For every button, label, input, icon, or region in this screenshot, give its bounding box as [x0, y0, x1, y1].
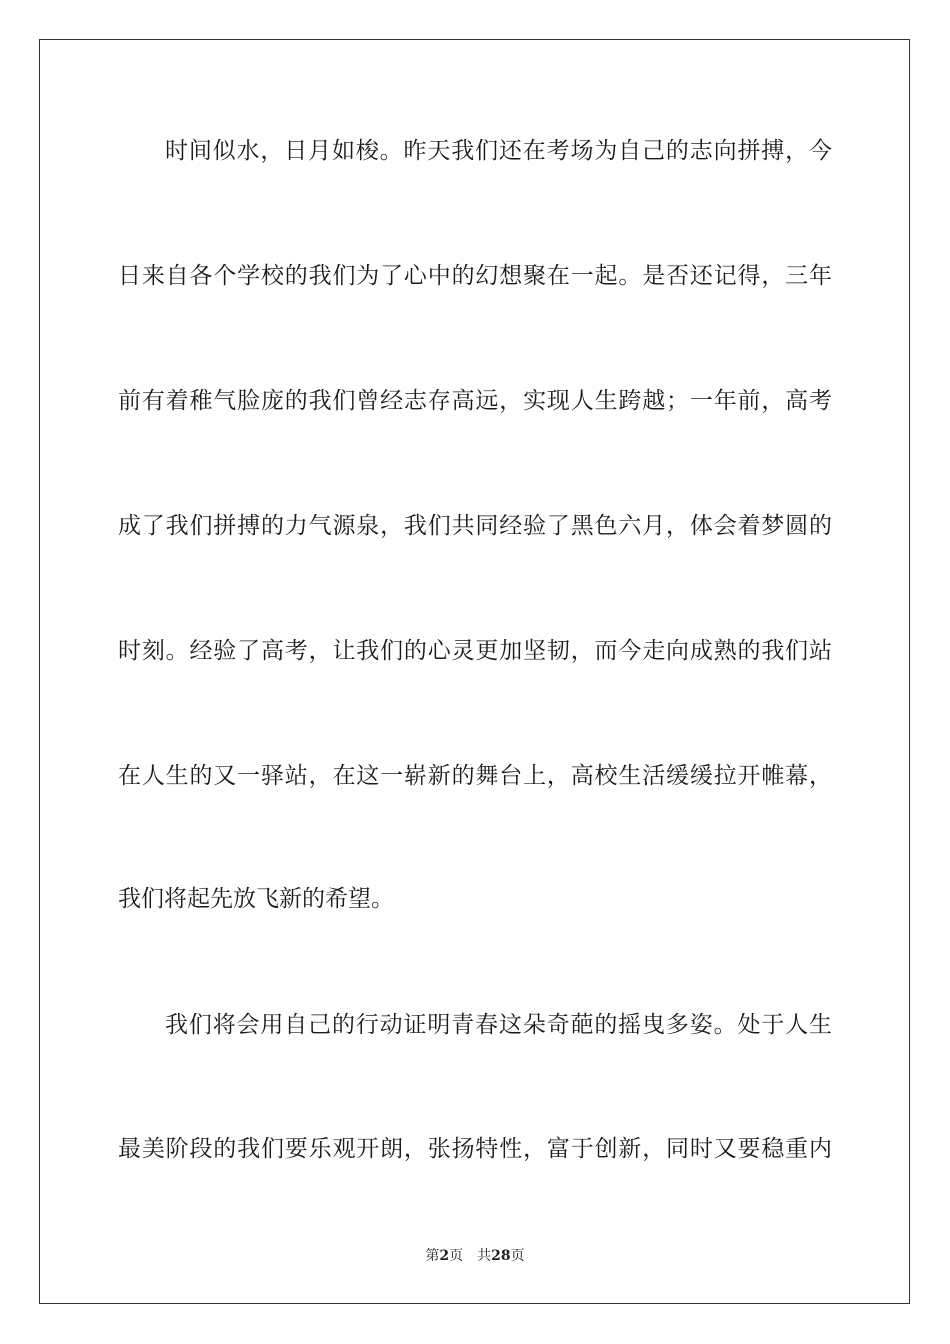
footer-total-prefix: 共 [477, 1248, 492, 1264]
paragraph-1-line-5: 时刻。经验了高考，让我们的心灵更加坚韧，而今走向成熟的我们站 [118, 638, 832, 664]
paragraph-1-line-1: 时间似水，日月如梭。昨天我们还在考场为自己的志向拼搏，今 [165, 138, 832, 164]
footer-page-number: 2 [439, 1248, 450, 1264]
footer-total-suffix: 页 [510, 1248, 525, 1264]
footer-page-suffix: 页 [449, 1248, 464, 1264]
paragraph-1-line-2: 日来自各个学校的我们为了心中的幻想聚在一起。是否还记得，三年 [118, 263, 832, 289]
paragraph-1-line-7: 我们将起先放飞新的希望。 [118, 886, 394, 912]
page-frame [39, 39, 910, 1304]
paragraph-1-line-6: 在人生的又一驿站，在这一崭新的舞台上，高校生活缓缓拉开帷幕， [118, 763, 832, 789]
paragraph-2-line-1: 我们将会用自己的行动证明青春这朵奇葩的摇曳多姿。处于人生 [165, 1012, 832, 1038]
paragraph-1-line-4: 成了我们拼搏的力气源泉，我们共同经验了黑色六月，体会着梦圆的 [118, 513, 832, 539]
paragraph-1-line-3: 前有着稚气脸庞的我们曾经志存高远，实现人生跨越；一年前，高考 [118, 388, 832, 414]
footer-prefix: 第 [425, 1248, 440, 1264]
paragraph-2-line-2: 最美阶段的我们要乐观开朗，张扬特性，富于创新，同时又要稳重内 [118, 1136, 832, 1162]
page-footer [0, 1247, 950, 1265]
footer-total-pages: 28 [491, 1248, 511, 1264]
